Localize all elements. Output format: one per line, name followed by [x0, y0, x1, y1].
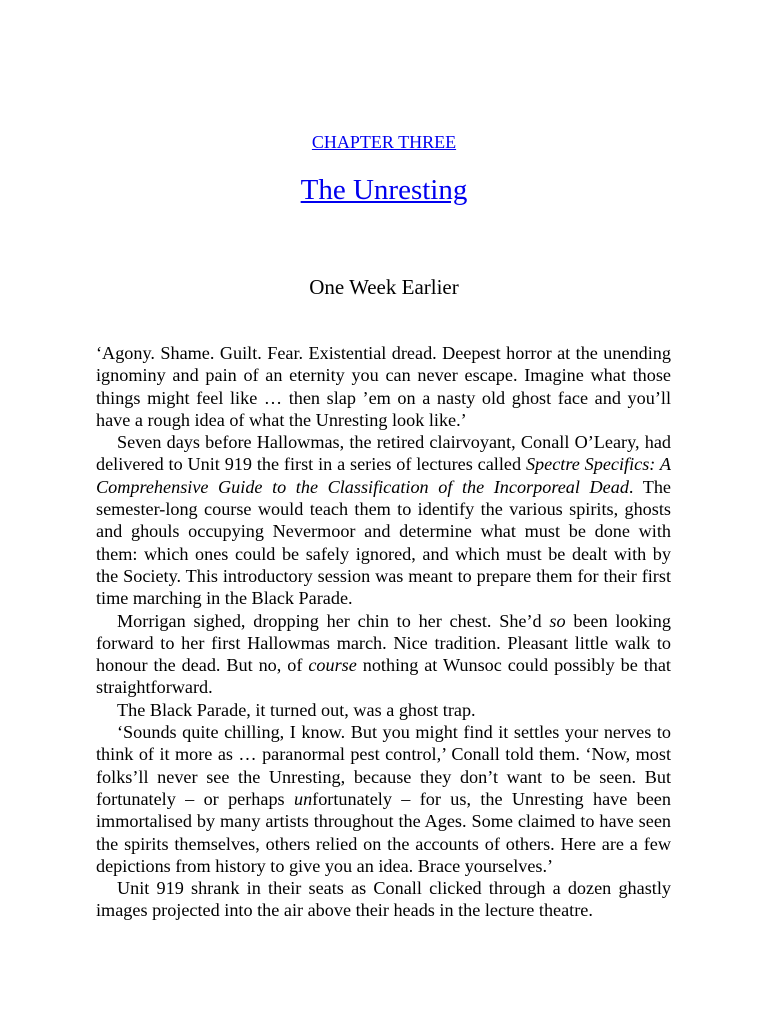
- emphasis-italic: un: [293, 788, 313, 809]
- paragraph: [96, 431, 671, 609]
- paragraph-text: Morrigan sighed, dropping her chin to her chest. She’d: [117, 610, 550, 631]
- paragraph: The Black Parade, it turned out, was a ghost trap.: [117, 699, 476, 720]
- paragraph: Unit 919 shrank in their seats as Conall clicked through a dozen ghastly images projected into the air above their heads in the lecture theatre.: [96, 878, 671, 921]
- paragraph-text: ‘Sounds quite chilling, I know. But you might find it settles your nerves to think of it more as … paranormal pest control,’ Conall told them. ‘Now, most folks’ll never see the Unresting, because they don’t want to be seen. But fortunately – or perhaps: [96, 722, 671, 809]
- lecture-title-italic: Spectre Specifics: A Comprehensive Guide to the Classification of the Incorporeal Dead: [96, 454, 671, 497]
- emphasis-italic: so: [549, 610, 566, 631]
- chapter-number-link[interactable]: CHAPTER THREE: [311, 132, 457, 152]
- chapter-number-heading: [0, 131, 768, 153]
- paragraph: [96, 721, 671, 877]
- paragraph-text: fortunately – for us, the Unresting have been immortalised by many artists throughout the Ages. Some claimed to have seen the spirits themselves, others relied on the accounts of others. Here are a few depictions from history to give you an idea. Brace yourselves.’: [96, 788, 671, 876]
- paragraph-text: . The semester-long course would teach them to identify the various spirits, ghosts and ghouls occupying Nevermoor and determine what must be done with them: which ones could be safely ignored, and which must be dealt with by the Society. This introductory session was meant to prepare them for their first time marching in the Black Parade.: [96, 476, 671, 609]
- chapter-title-heading: [0, 172, 768, 208]
- paragraph-text: nothing at Wunsoc could possibly be that straightforward.: [96, 655, 671, 698]
- section-subheading: One Week Earlier: [309, 275, 459, 299]
- body-text: [96, 342, 671, 922]
- paragraph-text: Seven days before Hallowmas, the retired clairvoyant, Conall O’Leary, had delivered to Unit 919 the first in a series of lectures called: [96, 432, 671, 475]
- paragraph: [96, 610, 671, 699]
- paragraph: ‘Agony. Shame. Guilt. Fear. Existential dread. Deepest horror at the unending ignominy and pain of an eternity you can never escape. Imagine what those things might feel like … then slap ’em on a nasty old ghost face and you’ll have a rough idea of what the Unresting look like.’: [96, 343, 671, 430]
- emphasis-italic: course: [308, 655, 357, 676]
- chapter-title-link[interactable]: The Unresting: [300, 174, 468, 206]
- paragraph-text: been looking forward to her first Hallowmas march. Nice tradition. Pleasant little walk to honour the dead. But no, of: [96, 610, 671, 676]
